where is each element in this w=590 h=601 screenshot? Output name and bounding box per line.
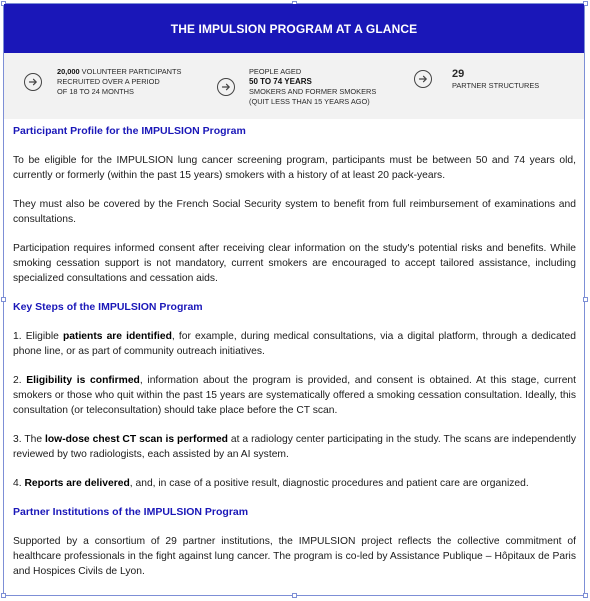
profile-paragraph-2: They must also be covered by the French Social Security system to benefit from full reimbursement of examinations and consultations. xyxy=(13,199,576,225)
arrow-right-icon xyxy=(24,73,42,91)
step-2-prefix: 2. xyxy=(13,375,27,386)
document-body xyxy=(13,124,576,579)
resize-handle-middle-right[interactable] xyxy=(583,297,588,302)
step-1-text: , for example, during medical consultations, via a digital platform, through a dedicated phone line, or as part of community outreach initiatives. xyxy=(13,331,576,357)
stat-participants-value: 20,000 xyxy=(57,67,80,76)
stat-partners-value: 29 xyxy=(452,68,465,80)
arrow-right-icon xyxy=(217,78,235,96)
step-1-prefix: 1. Eligible xyxy=(13,331,63,342)
page-title-banner xyxy=(4,4,584,53)
step-3-text: at a radiology center participating in the study. The scans are independently reviewed by two radiologists, each assisted by an AI system. xyxy=(13,434,576,460)
stat-age xyxy=(217,67,376,107)
section-heading-partners: Partner Institutions of the IMPULSION Program xyxy=(13,506,249,518)
profile-paragraph-3: Participation requires informed consent after receiving clear information on the study's potential risks and benefits. While smoking cessation support is not mandatory, current smokers are encouraged to accept tailored assistance, including specialized consultations and cessation aids. xyxy=(13,243,576,284)
stat-participants-label: VOLUNTEER PARTICIPANTS xyxy=(79,67,182,76)
stats-bar xyxy=(4,53,584,119)
stat-partners-text xyxy=(452,67,539,91)
step-4 xyxy=(13,476,576,491)
step-1 xyxy=(13,329,576,359)
stat-age-line3: (QUIT LESS THAN 15 YEARS AGO) xyxy=(249,97,370,106)
stat-partners xyxy=(414,67,539,91)
step-2-text: , information about the program is provided, and consent is obtained. At this stage, current smokers or those who quit within the past 15 years are systematically offered a smoking cessation consultation. Ideally, this consultation (or teleconsultation) should take place before the CT scan. xyxy=(13,375,577,416)
section-heading-steps: Key Steps of the IMPULSION Program xyxy=(13,301,203,313)
resize-handle-bottom-right[interactable] xyxy=(583,593,588,598)
step-3-highlight: low-dose chest CT scan is performed xyxy=(45,434,228,445)
step-3-prefix: 3. The xyxy=(13,434,46,445)
resize-handle-middle-left[interactable] xyxy=(1,297,6,302)
step-3 xyxy=(13,432,576,462)
step-4-highlight: Reports are delivered xyxy=(24,478,130,489)
partners-paragraph-1: Supported by a consortium of 29 partner institutions, the IMPULSION project reflects the collective commitment of healthcare professionals in the fight against lung cancer. The program is co-led by Assistance Publique – Hôpitaux de Paris and Hospices Civils de Lyon. xyxy=(13,536,576,577)
arrow-right-icon xyxy=(414,70,432,88)
stat-participants-text xyxy=(57,67,181,97)
profile-paragraph-1: To be eligible for the IMPULSION lung cancer screening program, participants must be between 50 and 74 years old, currently or formerly (within the past 15 years) smokers with a history of at least 20 pack-years. xyxy=(13,155,576,181)
resize-handle-bottom-left[interactable] xyxy=(1,593,6,598)
page-title: THE IMPULSION PROGRAM AT A GLANCE xyxy=(170,21,418,36)
step-4-text: , and, in case of a positive result, diagnostic procedures and patient care are organized. xyxy=(129,478,529,489)
step-2 xyxy=(13,373,576,418)
stat-participants-line3: OF 18 TO 24 MONTHS xyxy=(57,87,134,96)
stat-partners-label: PARTNER STRUCTURES xyxy=(452,81,540,90)
stat-age-value: 50 TO 74 YEARS xyxy=(249,77,312,86)
step-4-prefix: 4. xyxy=(13,478,25,489)
stat-age-line2: SMOKERS AND FORMER SMOKERS xyxy=(249,87,377,96)
stat-age-line0: PEOPLE AGED xyxy=(249,67,302,76)
step-2-highlight: Eligibility is confirmed xyxy=(26,375,140,386)
resize-handle-bottom-center[interactable] xyxy=(292,593,297,598)
section-heading-profile: Participant Profile for the IMPULSION Program xyxy=(13,125,246,137)
stat-participants xyxy=(24,67,181,97)
step-1-highlight: patients are identified xyxy=(63,331,172,342)
stat-participants-line2: RECRUITED OVER A PERIOD xyxy=(57,77,160,86)
stat-age-text xyxy=(249,67,376,107)
